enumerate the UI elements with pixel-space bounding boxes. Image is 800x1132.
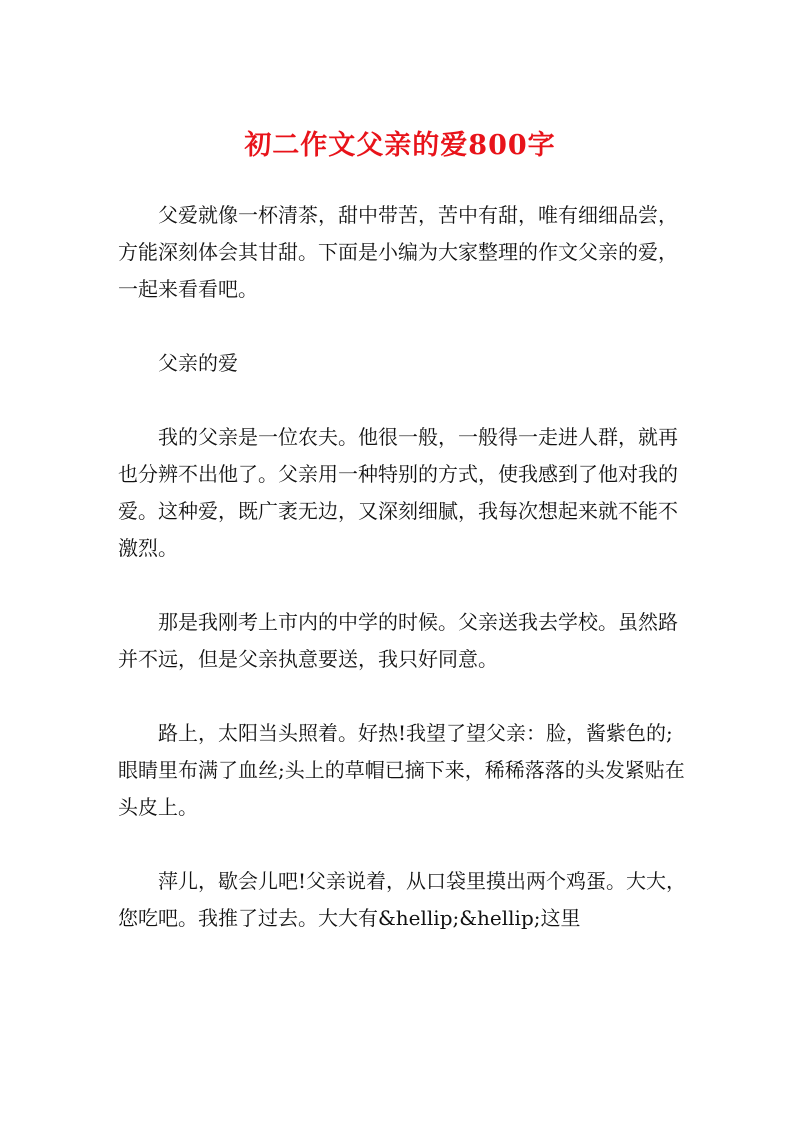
- paragraph: 父爱就像一杯清茶，甜中带苦，苦中有甜，唯有细细品尝，方能深刻体会其甘甜。下面是小编为大家整理的作文父亲的爱，一起来看看吧。: [118, 203, 678, 301]
- paragraph: 我的父亲是一位农夫。他很一般，一般得一走进人群，就再也分辨不出他了。父亲用一种特别的方式，使我感到了他对我的爱。这种爱，既广袤无边，又深刻细腻，我每次想起来就不能不激烈。: [118, 425, 678, 560]
- document-title: 初二作文父亲的爱800字: [244, 130, 556, 161]
- paragraph: 萍儿，歇会儿吧!父亲说着，从口袋里摸出两个鸡蛋。大大，您吃吧。我推了过去。大大有&hellip;&hellip;这里: [118, 869, 687, 930]
- paragraph: 路上，太阳当头照着。好热!我望了望父亲：脸，酱紫色的;眼睛里布满了血丝;头上的草帽已摘下来，稀稀落落的头发紧贴在头皮上。: [118, 721, 685, 819]
- paragraph: 那是我刚考上市内的中学的时候。父亲送我去学校。虽然路并不远，但是父亲执意要送，我只好同意。: [118, 610, 678, 671]
- section-heading: 父亲的爱: [158, 351, 238, 375]
- document-body: [118, 197, 692, 974]
